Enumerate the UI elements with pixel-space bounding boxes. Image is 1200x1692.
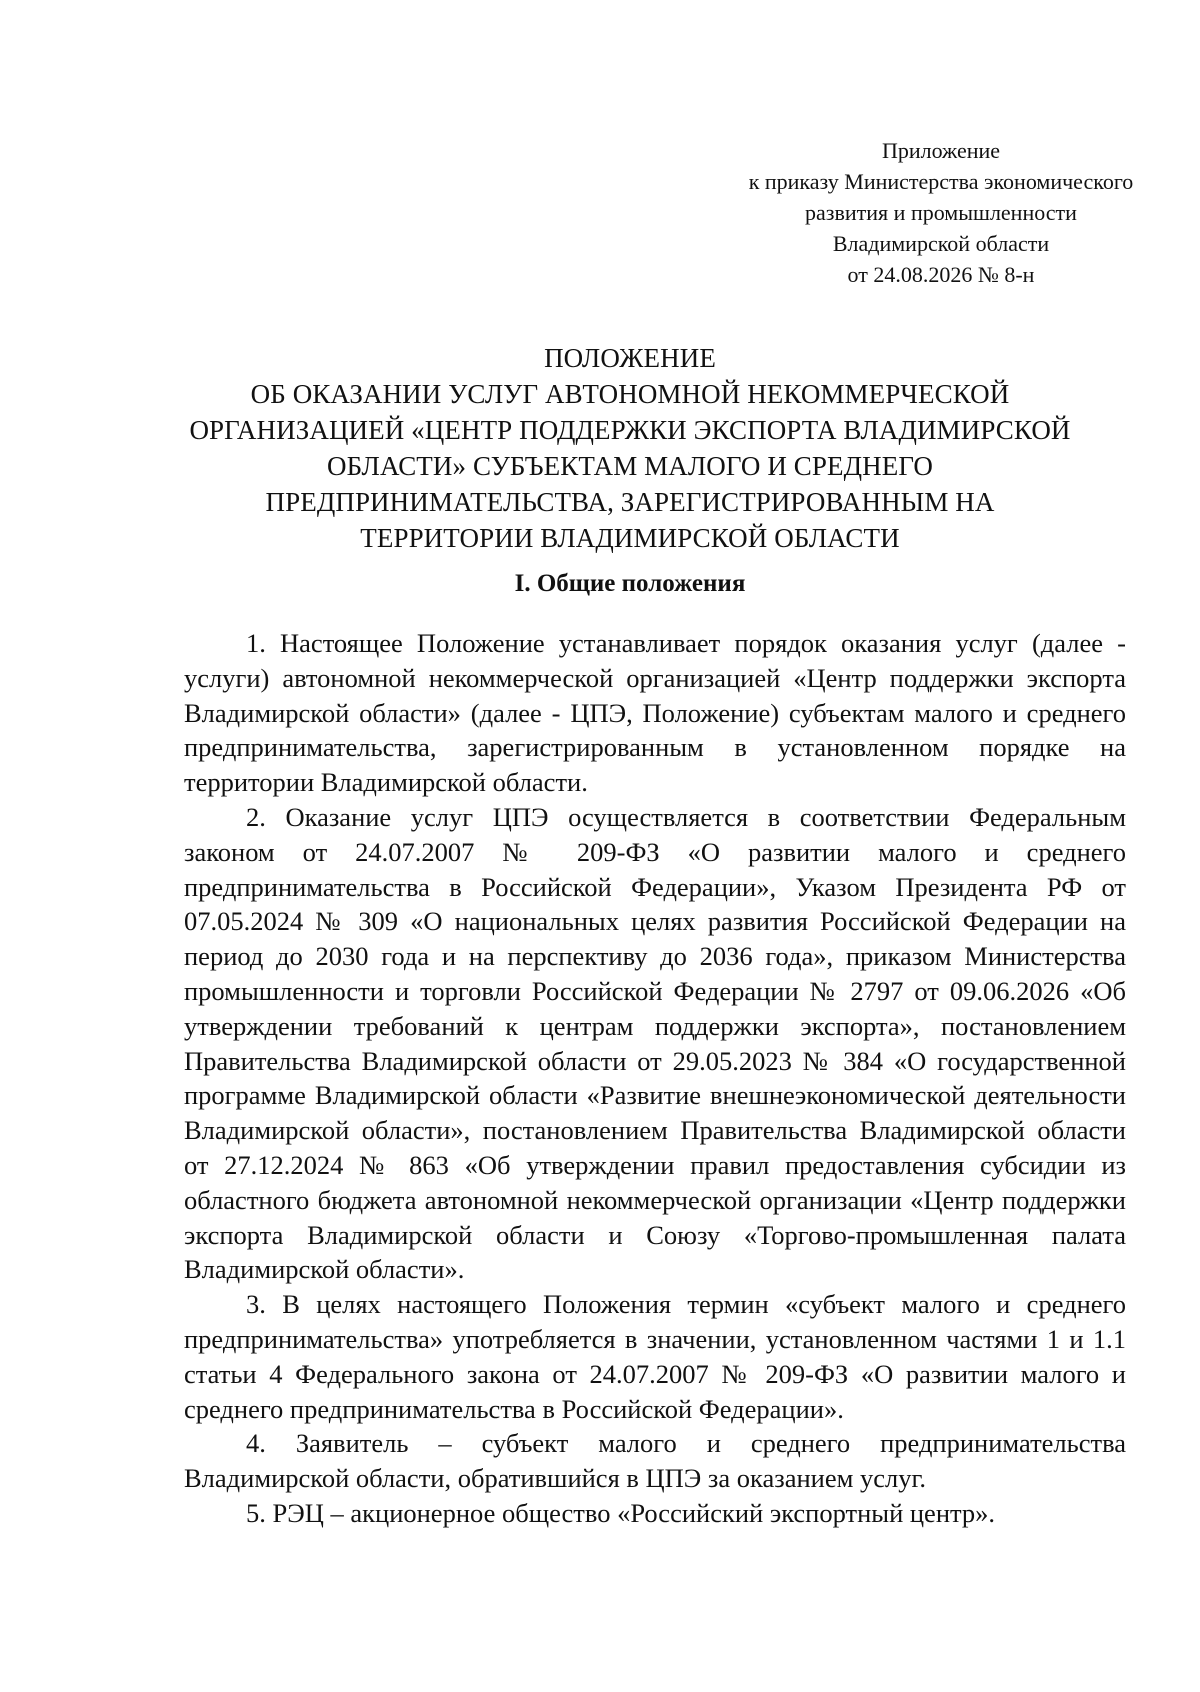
title-line: ОРГАНИЗАЦИЕЙ «ЦЕНТР ПОДДЕРЖКИ ЭКСПОРТА ВЛАДИМИРСКОЙ xyxy=(189,415,1071,445)
appendix-block xyxy=(698,135,1184,290)
appendix-line: Приложение xyxy=(881,138,1001,163)
paragraph-5: 5. РЭЦ – акционерное общество «Российский экспортный центр». xyxy=(246,1497,996,1528)
title-line: ОБЛАСТИ» СУБЪЕКТАМ МАЛОГО И СРЕДНЕГО xyxy=(327,451,933,481)
appendix-line: Владимирской области xyxy=(832,231,1050,256)
paragraph-1: 1. Настоящее Положение устанавливает порядок оказания услуг (далее - услуги) автономной некоммерческой организацией «Центр поддержки экспорта Владимирской области» (далее - ЦПЭ, Положение) субъектам малого и среднего предпринимательства, зарегистрированным в установленном порядке на территории Владимирской области. xyxy=(184,628,1126,798)
appendix-line: к приказу Министерства экономического xyxy=(748,169,1134,194)
appendix-line: от 24.08.2026 № 8-н xyxy=(847,262,1035,287)
title-line: ПОЛОЖЕНИЕ xyxy=(544,343,716,373)
title-line: ПРЕДПРИНИМАТЕЛЬСТВА, ЗАРЕГИСТРИРОВАННЫМ НА xyxy=(265,487,995,517)
document-body xyxy=(184,626,1126,1531)
paragraph-3: 3. В целях настоящего Положения термин «субъект малого и среднего предпринимательства» употребляется в значении, установленном частями 1 и 1.1 статьи 4 Федерального закона от 24.07.2007 № 209-ФЗ «О развитии малого и среднего предпринимательства в Российской Федерации». xyxy=(184,1289,1126,1424)
paragraph-2: 2. Оказание услуг ЦПЭ осуществляется в соответствии Федеральным законом от 24.07.2007 № 209-ФЗ «О развитии малого и среднего предпринимательства в Российской Федерации», Указом Президента РФ от 07.05.2024 № 309 «О национальных целях развития Российской Федерации на период до 2030 года и на перспективу до 2036 года», приказом Министерства промышленности и торговли Российской Федерации № 2797 от 09.06.2026 «Об утверждении требований к центрам поддержки экспорта», постановлением Правительства Владимирской области от 29.05.2023 № 384 «О государственной программе Владимирской области «Развитие внешнеэкономической деятельности Владимирской области», постановлением Правительства Владимирской области от 27.12.2024 № 863 «Об утверждении правил предоставления субсидии из областного бюджета автономной некоммерческой организации «Центр поддержки экспорта Владимирской области и Союзу «Торгово-промышленная палата Владимирской области». xyxy=(184,801,1126,1285)
section-heading: I. Общие положения xyxy=(514,570,746,597)
title-line: ОБ ОКАЗАНИИ УСЛУГ АВТОНОМНОЙ НЕКОММЕРЧЕСКОЙ xyxy=(250,379,1010,409)
title-line: ТЕРРИТОРИИ ВЛАДИМИРСКОЙ ОБЛАСТИ xyxy=(360,523,900,553)
appendix-line: развития и промышленности xyxy=(805,200,1077,225)
document-title xyxy=(130,340,1130,556)
paragraph-4: 4. Заявитель – субъект малого и среднего предпринимательства Владимирской области, обратившийся в ЦПЭ за оказанием услуг. xyxy=(184,1428,1126,1494)
